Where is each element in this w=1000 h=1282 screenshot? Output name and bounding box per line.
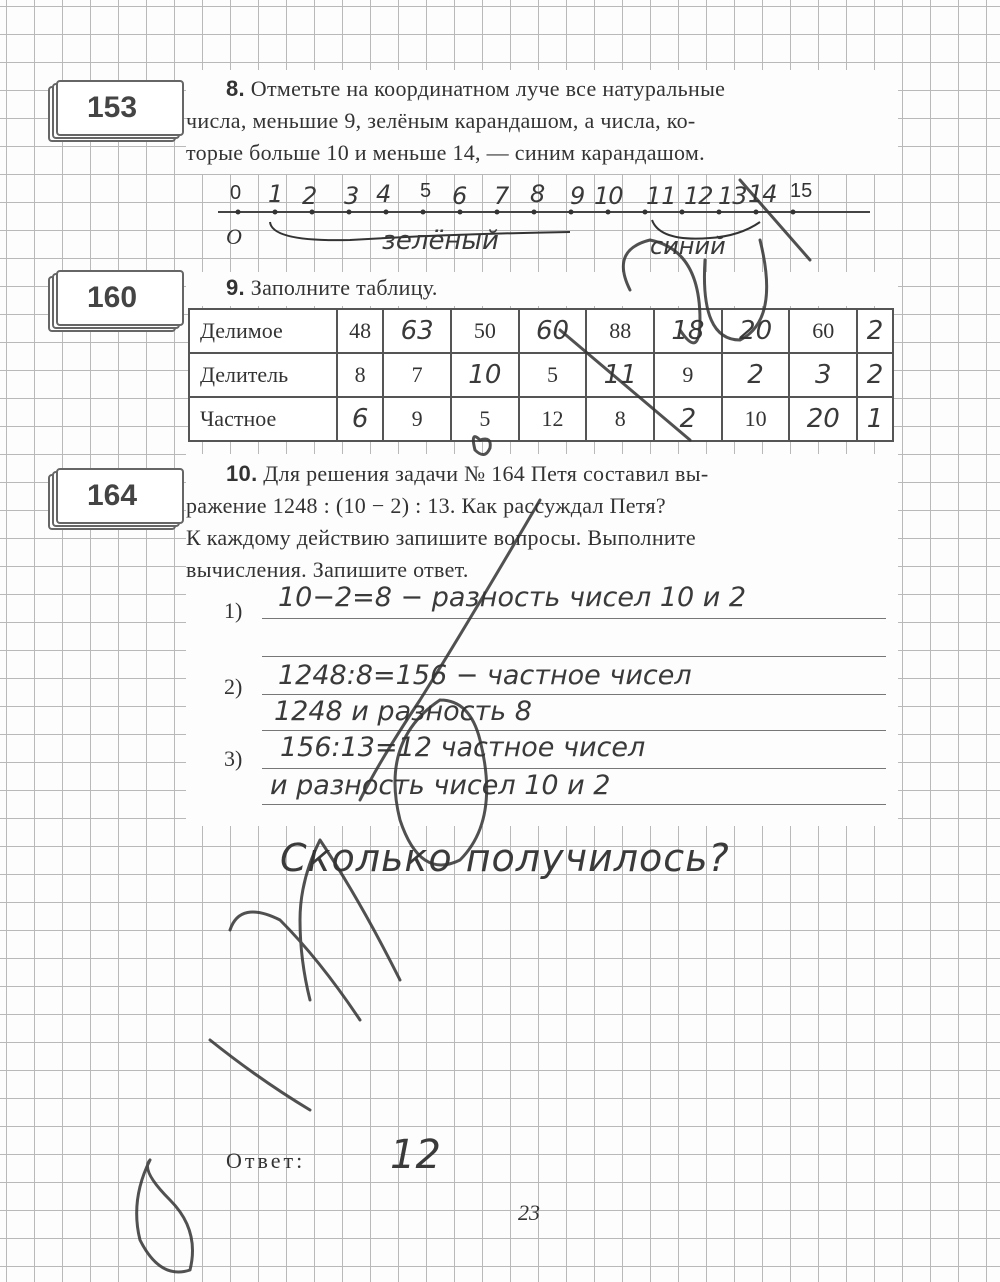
table-row-label: Делитель bbox=[189, 353, 337, 397]
table-cell-handwritten: 6 bbox=[337, 397, 383, 441]
table-cell-handwritten: 20 bbox=[789, 397, 857, 441]
question-handwritten: Сколько получилось? bbox=[280, 836, 730, 880]
step-2-number: 2) bbox=[224, 674, 243, 699]
table-cell-handwritten: 2 bbox=[722, 353, 790, 397]
table-cell: 8 bbox=[586, 397, 654, 441]
task8-line-3: торые больше 10 и меньше 14, — синим карандашом. bbox=[186, 140, 705, 165]
table-cell: 50 bbox=[451, 309, 519, 353]
hw-num-3: 3 bbox=[344, 182, 360, 210]
ray-label-15: 15 bbox=[790, 180, 813, 202]
scribble-u-shape bbox=[704, 240, 766, 340]
task8-line-2: числа, меньшие 9, зелёным карандашом, а числа, ко- bbox=[186, 108, 696, 133]
table-cell-handwritten: 2 bbox=[857, 309, 893, 353]
scribble-e-shape bbox=[137, 1160, 193, 1272]
table-row-label: Частное bbox=[189, 397, 337, 441]
ray-label-5: 5 bbox=[420, 180, 432, 202]
table-cell-handwritten: 3 bbox=[789, 353, 857, 397]
table-cell: 5 bbox=[519, 353, 587, 397]
badge-number: 153 bbox=[86, 91, 138, 124]
answer-value: 12 bbox=[390, 1132, 441, 1178]
ray-label-0: 0 bbox=[230, 182, 242, 204]
hw-num-6: 6 bbox=[452, 182, 468, 210]
hw-num-2: 2 bbox=[302, 182, 318, 210]
step-3-number: 3) bbox=[224, 746, 243, 771]
table-cell: 60 bbox=[789, 309, 857, 353]
table-cell-handwritten: 2 bbox=[654, 397, 722, 441]
hw-num-10: 10 bbox=[594, 182, 623, 210]
scribble-n-1 bbox=[300, 840, 400, 1000]
table-cell: 5 bbox=[451, 397, 519, 441]
answer-label: Ответ: bbox=[226, 1148, 306, 1173]
scribble-oval bbox=[395, 700, 487, 865]
table-cell: 12 bbox=[519, 397, 587, 441]
table-cell-handwritten: 60 bbox=[519, 309, 587, 353]
task10-line-3: К каждому действию запишите вопросы. Выполните bbox=[186, 525, 696, 550]
hw-num-8: 8 bbox=[530, 180, 546, 208]
scribble-large-v bbox=[360, 500, 540, 800]
task8-number: 8. bbox=[226, 76, 245, 101]
table-cell-handwritten: 20 bbox=[722, 309, 790, 353]
table-cell: 9 bbox=[383, 397, 451, 441]
badge-number: 164 bbox=[86, 479, 138, 512]
task10-number: 10. bbox=[226, 461, 258, 486]
scribble-loop-top bbox=[623, 240, 700, 343]
hw-num-14: 14 bbox=[748, 180, 777, 208]
scribble-cross-1 bbox=[560, 330, 690, 440]
table-cell-handwritten: 2 bbox=[857, 353, 893, 397]
table-cell-handwritten: 10 bbox=[451, 353, 519, 397]
scribble-n-2 bbox=[230, 912, 360, 1020]
table-cell-handwritten: 63 bbox=[383, 309, 451, 353]
step-1-line-1: 10−2=8 − разность чисел 10 и 2 bbox=[278, 582, 747, 613]
ray-origin-label: O bbox=[226, 224, 242, 249]
scribble-stroke-3 bbox=[210, 1040, 310, 1110]
task9-number: 9. bbox=[226, 275, 245, 300]
task8-line-1-text: Отметьте на координатном луче все натуральные bbox=[250, 76, 726, 101]
task10-line-2: ражение 1248 : (10 − 2) : 13. Как рассуждал Петя? bbox=[186, 493, 666, 518]
step-1-number: 1) bbox=[224, 598, 243, 623]
hw-num-1: 1 bbox=[268, 180, 284, 208]
table-cell: 10 bbox=[722, 397, 790, 441]
table-cell: 7 bbox=[383, 353, 451, 397]
task9-instruction: Заполните таблицу. bbox=[250, 275, 438, 300]
table-cell-handwritten: 1 bbox=[857, 397, 893, 441]
step-3-line-2: и разность чисел 10 и 2 bbox=[270, 770, 611, 801]
table-cell: 8 bbox=[337, 353, 383, 397]
table-cell: 48 bbox=[337, 309, 383, 353]
hw-num-4: 4 bbox=[376, 180, 392, 208]
scribble-cross-2 bbox=[740, 180, 813, 260]
task10-line-4: вычисления. Запишите ответ. bbox=[186, 557, 469, 582]
hw-num-9: 9 bbox=[570, 182, 586, 210]
hw-num-12: 12 bbox=[684, 182, 713, 210]
page-number: 23 bbox=[518, 1200, 540, 1225]
step-2-line-1: 1248:8=156 − частное чисел bbox=[278, 660, 692, 691]
hw-num-11: 11 bbox=[646, 182, 677, 210]
scribble-small-circle bbox=[473, 437, 490, 455]
hw-label-blue: синий bbox=[650, 232, 726, 260]
hw-label-green: зелёный bbox=[382, 226, 499, 256]
table-row-label: Делимое bbox=[189, 309, 337, 353]
task10-line-1-text: Для решения задачи № 164 Петя составил вы- bbox=[263, 461, 709, 486]
step-2-line-2: 1248 и разность 8 bbox=[274, 696, 532, 727]
step-3-line-1: 156:13=12 частное чисел bbox=[280, 732, 646, 763]
hw-num-7: 7 bbox=[494, 182, 510, 210]
hw-num-13: 13 bbox=[718, 182, 747, 210]
table-cell-handwritten: 18 bbox=[654, 309, 722, 353]
badge-number: 160 bbox=[86, 281, 138, 314]
table-cell-handwritten: 11 bbox=[586, 353, 654, 397]
table-cell: 9 bbox=[654, 353, 722, 397]
table-cell: 88 bbox=[586, 309, 654, 353]
